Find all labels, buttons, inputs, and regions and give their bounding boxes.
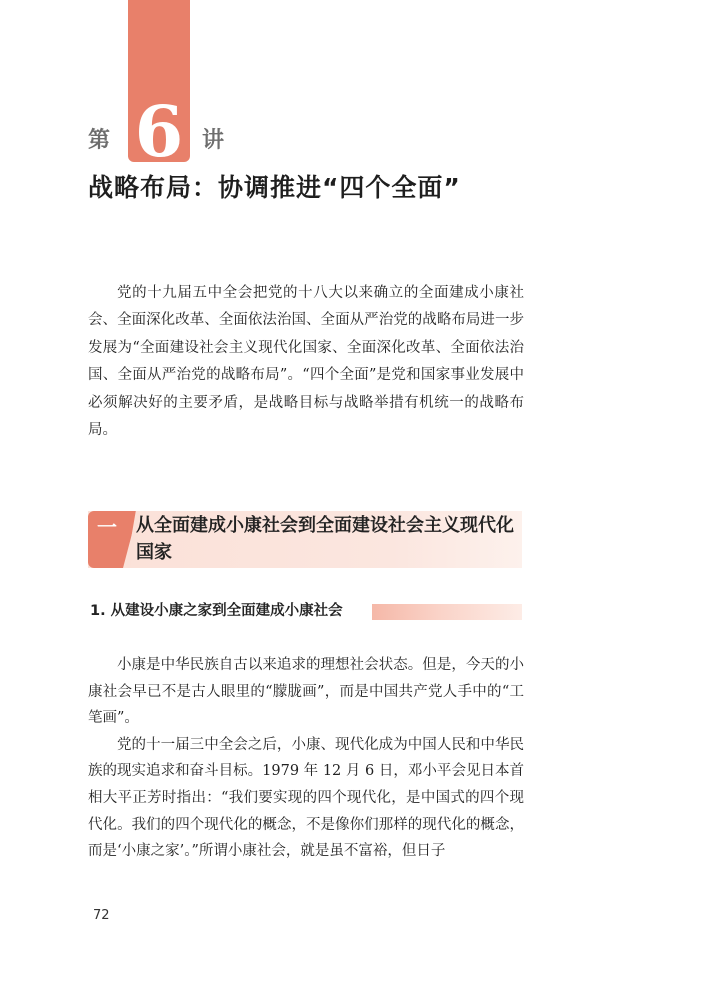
body-text: [88, 652, 524, 865]
section-number: 一: [97, 515, 117, 539]
subsection-title: 1. 从建设小康之家到全面建成小康社会: [90, 603, 343, 619]
body-paragraph: 党的十一届三中全会之后，小康、现代化成为中国人民和中华民族的现实追求和奋斗目标。1979 年 12 月 6 日，邓小平会见日本首相大平正芳时指出：“我们要实现的四个现代化，是中国式的四个现代化。我们的四个现代化的概念，不是像你们那样的现代化的概念，而是‘小康之家’。”所谓小康社会，就是虽不富裕，但日子: [88, 736, 524, 860]
body-paragraph: 小康是中华民族自古以来追求的理想社会状态。但是，今天的小康社会早已不是古人眼里的“朦胧画”，而是中国共产党人手中的“工笔画”。: [88, 657, 524, 727]
page-number: 72: [93, 908, 110, 923]
intro-paragraph: 党的十九届五中全会把党的十八大以来确立的全面建成小康社会、全面深化改革、全面依法治国、全面从严治党的战略布局进一步发展为“全面建设社会主义现代化国家、全面深化改革、全面依法治国、全面从严治党的战略布局”。“四个全面”是党和国家事业发展中必须解决好的主要矛盾，是战略目标与战略举措有机统一的战略布局。: [88, 285, 524, 439]
chapter-number: 6: [134, 90, 184, 173]
chapter-suffix: 讲: [202, 128, 225, 153]
section-title: 从全面建成小康社会到全面建设社会主义现代化国家: [136, 515, 514, 563]
subsection-decorative-bar: [372, 604, 522, 620]
chapter-title: 战略布局：协调推进“四个全面”: [88, 173, 461, 202]
chapter-prefix: 第: [88, 128, 111, 153]
